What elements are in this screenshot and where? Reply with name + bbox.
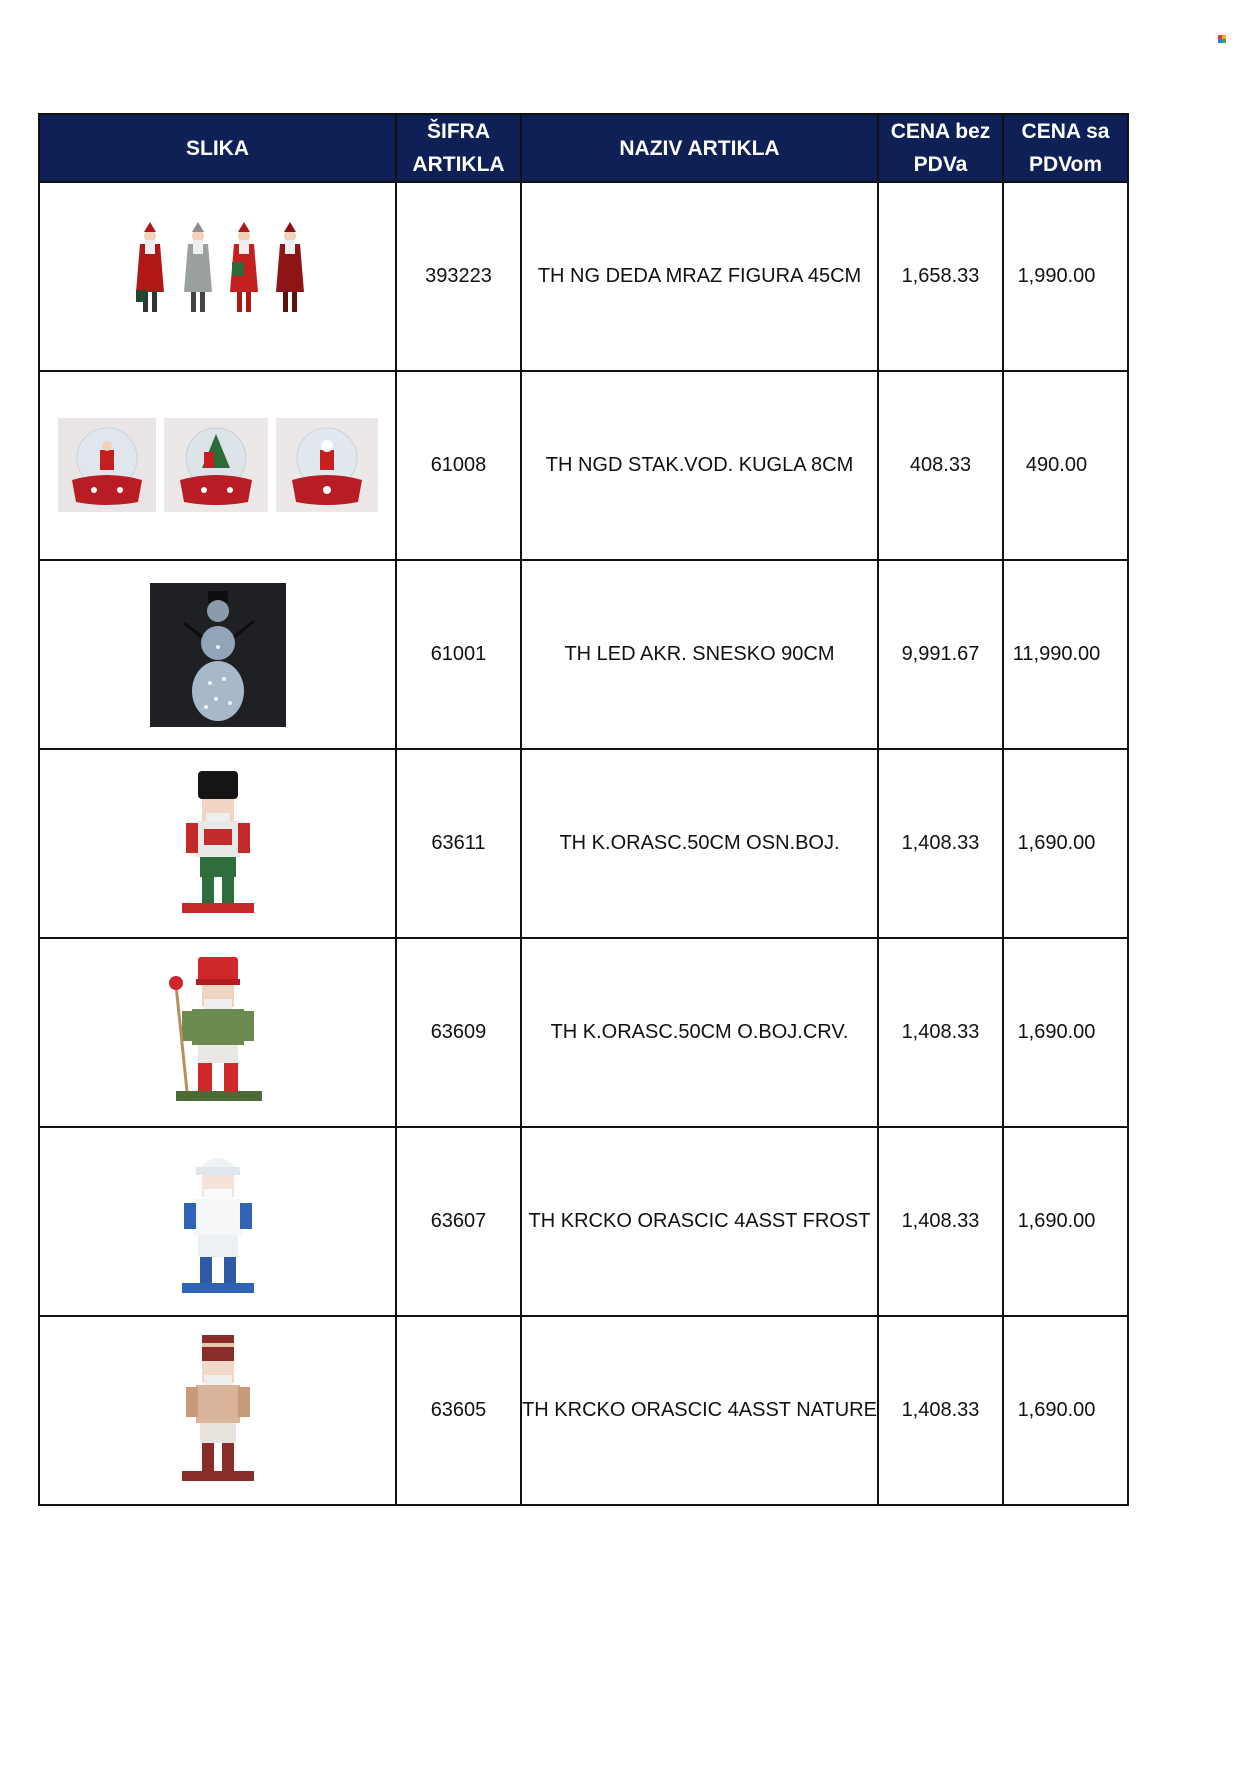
price-net: 1,658.33 bbox=[878, 182, 1003, 371]
brand-mark-icon bbox=[1218, 35, 1227, 44]
price-gross: 1,690.00 bbox=[1003, 938, 1128, 1127]
header-image: SLIKA bbox=[39, 114, 396, 182]
product-image bbox=[39, 371, 396, 560]
nutcracker-nature-icon bbox=[168, 1333, 268, 1489]
product-code: 63611 bbox=[396, 749, 521, 938]
product-name: TH NG DEDA MRAZ FIGURA 45CM bbox=[521, 182, 878, 371]
nutcracker-frost-icon bbox=[168, 1145, 268, 1299]
price-net: 1,408.33 bbox=[878, 749, 1003, 938]
table-row bbox=[39, 1316, 1128, 1505]
product-code: 61001 bbox=[396, 560, 521, 749]
product-image bbox=[39, 938, 396, 1127]
product-code: 61008 bbox=[396, 371, 521, 560]
product-name: TH K.ORASC.50CM OSN.BOJ. bbox=[521, 749, 878, 938]
price-net: 1,408.33 bbox=[878, 1127, 1003, 1316]
price-net: 1,408.33 bbox=[878, 938, 1003, 1127]
price-gross: 1,990.00 bbox=[1003, 182, 1128, 371]
product-name: TH K.ORASC.50CM O.BOJ.CRV. bbox=[521, 938, 878, 1127]
table-row bbox=[39, 749, 1128, 938]
product-image bbox=[39, 1127, 396, 1316]
table-row bbox=[39, 182, 1128, 371]
product-image bbox=[39, 560, 396, 749]
table-row bbox=[39, 371, 1128, 560]
table-row bbox=[39, 938, 1128, 1127]
price-gross: 490.00 bbox=[1003, 371, 1128, 560]
table-row bbox=[39, 560, 1128, 749]
product-name: TH NGD STAK.VOD. KUGLA 8CM bbox=[521, 371, 878, 560]
price-net: 1,408.33 bbox=[878, 1316, 1003, 1505]
product-name: TH LED AKR. SNESKO 90CM bbox=[521, 560, 878, 749]
nutcracker-red-green-icon bbox=[168, 769, 268, 919]
price-gross: 1,690.00 bbox=[1003, 1127, 1128, 1316]
table-header-row bbox=[39, 114, 1128, 182]
nutcracker-red-hat-icon bbox=[158, 955, 278, 1111]
product-name: TH KRCKO ORASCIC 4ASST FROST bbox=[521, 1127, 878, 1316]
table-row bbox=[39, 1127, 1128, 1316]
product-name: TH KRCKO ORASCIC 4ASST NATURE bbox=[521, 1316, 878, 1505]
header-name: NAZIV ARTIKLA bbox=[521, 114, 878, 182]
header-code: ŠIFRA ARTIKLA bbox=[396, 114, 521, 182]
product-code: 393223 bbox=[396, 182, 521, 371]
product-table bbox=[38, 113, 1129, 1506]
santa-figures-icon bbox=[118, 222, 318, 332]
price-gross: 1,690.00 bbox=[1003, 1316, 1128, 1505]
product-code: 63607 bbox=[396, 1127, 521, 1316]
product-code: 63609 bbox=[396, 938, 521, 1127]
price-net: 9,991.67 bbox=[878, 560, 1003, 749]
header-price-net: CENA bez PDVa bbox=[878, 114, 1003, 182]
header-price-gross: CENA sa PDVom bbox=[1003, 114, 1128, 182]
product-image bbox=[39, 1316, 396, 1505]
snow-globes-icon bbox=[58, 418, 378, 514]
led-snowman-icon bbox=[150, 583, 286, 727]
price-net: 408.33 bbox=[878, 371, 1003, 560]
product-code: 63605 bbox=[396, 1316, 521, 1505]
product-image bbox=[39, 182, 396, 371]
price-gross: 1,690.00 bbox=[1003, 749, 1128, 938]
price-gross: 11,990.00 bbox=[1003, 560, 1128, 749]
product-image bbox=[39, 749, 396, 938]
